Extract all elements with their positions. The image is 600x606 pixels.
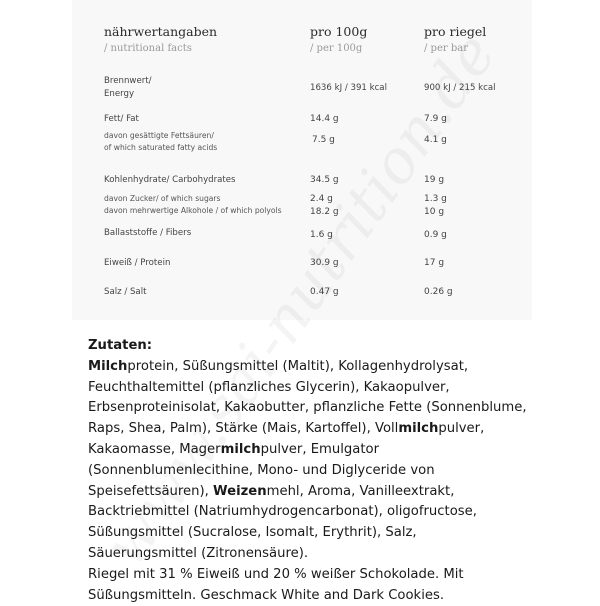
allergen-wheat: Weizen	[213, 483, 267, 499]
carbs-per-bar: 19 g	[424, 175, 445, 185]
fibre-per-100g: 1.6 g	[310, 230, 333, 240]
ingredients-text-4: mehl, Aroma, Vanilleextrakt, Backtriebmittel (Natriumhydrogencarbonat), oligofructose, Süßungsmittel (Sucralose, Isomalt, Erythrit), Salz, Säuerungsmittel (Zitronensäure).	[88, 483, 477, 561]
sugars-label: davon Zucker/ of which sugars	[104, 194, 221, 203]
fat-label: Fett/ Fat	[104, 114, 139, 124]
protein-per-bar: 17 g	[424, 258, 445, 268]
energy-per-bar: 900 kJ / 215 kcal	[424, 83, 496, 93]
protein-label: Eiweiß / Protein	[104, 258, 171, 268]
allergen-milk: milch	[398, 421, 439, 437]
salt-per-bar: 0.26 g	[424, 287, 453, 297]
saturated-label-de: davon gesättigte Fettsäuren/	[104, 131, 214, 140]
polyols-per-bar: 10 g	[424, 207, 445, 217]
ingredients-text-2: pulver, Kakaomasse, Mager	[88, 421, 485, 457]
fibre-per-bar: 0.9 g	[424, 230, 447, 240]
ingredients-list	[88, 357, 528, 565]
fat-per-100g: 14.4 g	[310, 114, 339, 124]
product-description: Riegel mit 31 % Eiweiß und 20 % weißer Schokolade. Mit Süßungsmitteln. Geschmack White and Dark Cookies.	[88, 566, 464, 603]
header-per-bar: pro riegel	[424, 24, 487, 39]
fibre-label: Ballaststoffe / Fibers	[104, 228, 192, 238]
sugars-per-bar: 1.3 g	[424, 194, 447, 204]
saturated-per-bar: 4.1 g	[424, 135, 447, 145]
energy-label-de: Brennwert/	[104, 76, 152, 86]
polyols-per-100g: 18.2 g	[310, 207, 339, 217]
ingredients-title: Zutaten:	[88, 338, 153, 353]
header-nutrition-facts-sub: / nutritional facts	[104, 43, 192, 54]
salt-per-100g: 0.47 g	[310, 287, 339, 297]
ingredients-section	[88, 336, 528, 606]
sugars-per-100g: 2.4 g	[310, 194, 333, 204]
allergen-milk: milch	[220, 441, 261, 457]
header-nutrition-facts: nährwertangaben	[104, 24, 218, 39]
saturated-label-en: of which saturated fatty acids	[104, 143, 218, 152]
saturated-per-100g: 7.5 g	[312, 135, 335, 145]
protein-per-100g: 30.9 g	[310, 258, 339, 268]
header-per-100g: pro 100g	[310, 24, 368, 39]
fat-per-bar: 7.9 g	[424, 114, 447, 124]
salt-label: Salz / Salt	[104, 287, 147, 297]
allergen-milk: Milch	[88, 358, 128, 374]
header-per-100g-sub: / per 100g	[310, 43, 363, 54]
ingredients-text-3: pulver, Emulgator (Sonnenblumenlecithine, Mono- und Diglyceride von Speisefettsäuren),	[88, 441, 435, 499]
ingredients-text-1: protein, Süßungsmittel (Maltit), Kollagenhydrolysat, Feuchthaltemittel (pflanzliches Glycerin), Kakaopulver, Erbsenproteinisolat, Kakaobutter, pflanzliche Fette (Sonnenblume, Raps, Shea, Palm), Stärke (Mais, Kartoffel), Voll	[88, 358, 527, 437]
carbs-label: Kohlenhydrate/ Carbohydrates	[104, 175, 236, 185]
carbs-per-100g: 34.5 g	[310, 175, 339, 185]
energy-label-en: Energy	[104, 89, 135, 99]
energy-per-100g: 1636 kJ / 391 kcal	[310, 83, 387, 93]
header-per-bar-sub: / per bar	[424, 43, 468, 54]
polyols-label: davon mehrwertige Alkohole / of which polyols	[104, 206, 282, 215]
